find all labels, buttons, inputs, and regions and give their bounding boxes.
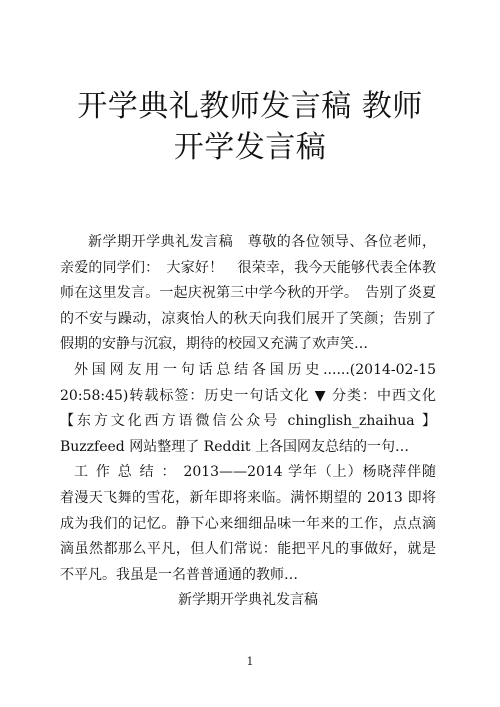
- document-title: [60, 86, 440, 168]
- paragraph-work-summary: [60, 460, 436, 588]
- page-number: 1: [246, 655, 254, 668]
- work-summary-text: 2013——2014 学年（上）杨晓萍伴随着漫天飞舞的雪花，新年即将来临。满怀期望的 2013 即将成为我们的记忆。静下心来细细品味一年来的工作，点点滴滴虽然都那么平凡，但人们常说：能把平凡的事做好，就是不平凡。我虽是一名普普通通的教师…: [60, 464, 436, 583]
- title-line-2: 开学发言稿: [173, 130, 327, 165]
- document-body: [60, 230, 436, 614]
- work-summary-label: 工作总结：: [74, 464, 184, 481]
- paragraph-history-excerpt: 外国网友用一句话总结各国历史......(2014-02-15 20:58:45)转载标签：历史一句话文化 ▼ 分类：中西文化 【东方文化西方语微信公众号 chinglish_zhaihua 】 Buzzfeed 网站整理了 Reddit 上各国网友总结的一句…: [60, 361, 436, 455]
- title-line-1: 开学典礼教师发言稿 教师: [77, 89, 423, 124]
- footer-heading: 新学期开学典礼发言稿: [178, 592, 318, 609]
- paragraph-speech-excerpt: 新学期开学典礼发言稿 尊敬的各位领导、各位老师，亲爱的同学们： 大家好！ 很荣幸，我今天能够代表全体教师在这里发言。一起庆祝第三中学今秋的开学。 告别了炎夏的不安与躁动，凉爽怡人的秋天向我们展开了笑颜；告别了假期的安静与沉寂，期待的校园又充满了欢声笑…: [60, 234, 436, 353]
